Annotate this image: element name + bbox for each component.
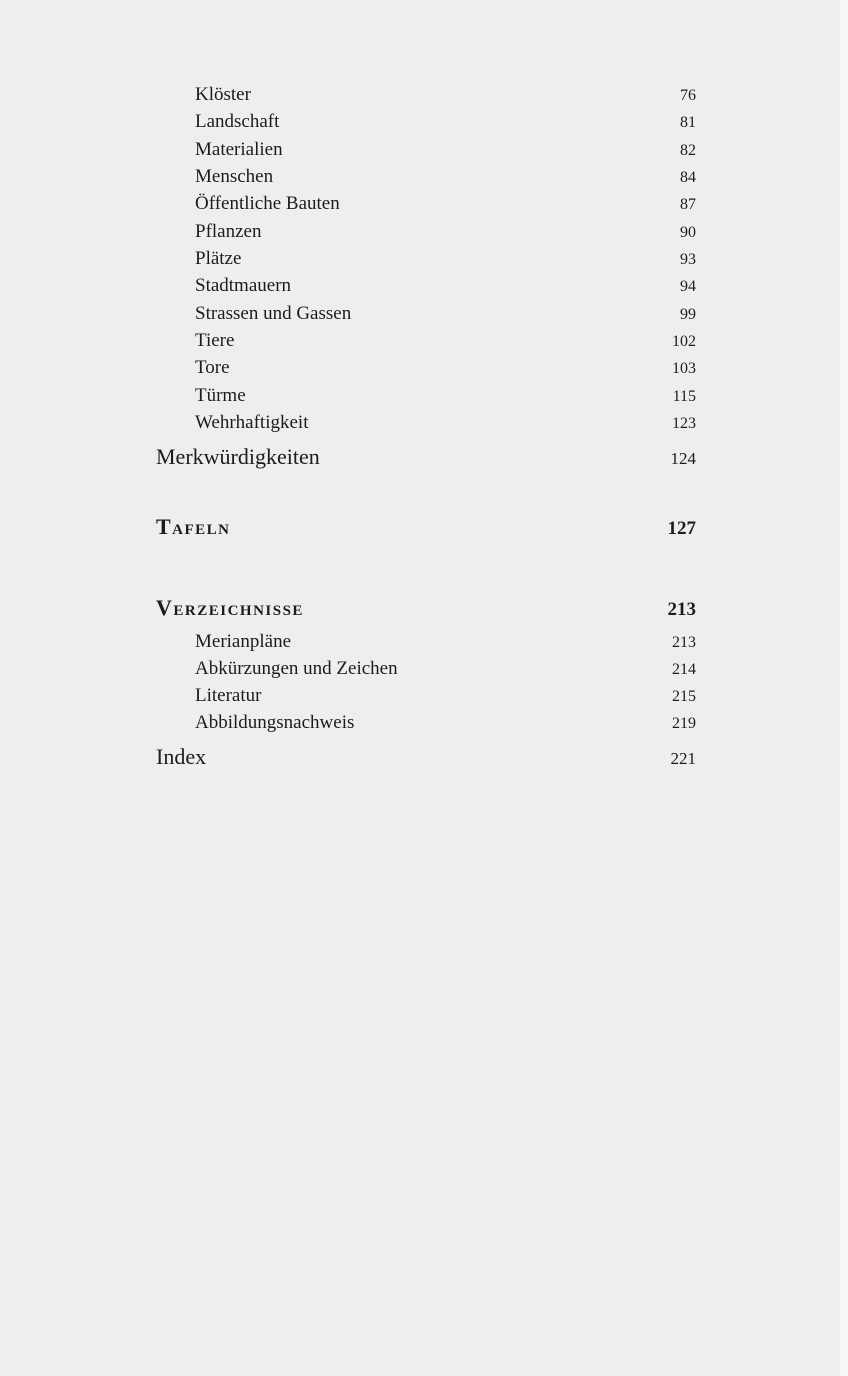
toc-entry-strassen-und-gassen xyxy=(156,303,696,325)
toc-entry-oeffentliche-bauten xyxy=(156,193,696,215)
toc-section-title: Tafeln xyxy=(156,514,231,539)
toc-entry-page: 94 xyxy=(680,278,696,295)
toc-entry-page: 93 xyxy=(680,251,696,268)
toc-entry-plaetze xyxy=(156,248,696,270)
toc-entry-merianplaene xyxy=(156,631,696,653)
toc-entry-page: 99 xyxy=(680,306,696,323)
toc-section-title: Verzeichnisse xyxy=(156,595,304,620)
toc-entry-title: Index xyxy=(156,744,207,769)
toc-entry-page: 102 xyxy=(672,333,696,350)
toc-entry-tore xyxy=(156,357,696,379)
toc-entry-title: Öffentliche Bauten xyxy=(195,193,340,214)
toc-entry-page: 124 xyxy=(670,449,696,468)
toc-entry-title: Wehrhaftigkeit xyxy=(195,412,309,433)
toc-entry-page: 81 xyxy=(680,114,696,131)
toc-entry-title: Literatur xyxy=(195,685,262,706)
toc-section-tafeln xyxy=(156,514,696,540)
toc-entry-page: 76 xyxy=(680,87,696,104)
toc-entry-title: Merianpläne xyxy=(195,631,292,652)
toc-entry-page: 82 xyxy=(680,142,696,159)
toc-entry-title: Tiere xyxy=(195,330,235,351)
toc-entry-page: 103 xyxy=(672,360,696,377)
toc-entry-title: Tore xyxy=(195,357,230,378)
toc-entry-title: Türme xyxy=(195,385,246,406)
toc-entry-abbildungsnachweis xyxy=(156,712,696,734)
toc-entry-title: Pflanzen xyxy=(195,221,262,242)
toc-entry-title: Strassen und Gassen xyxy=(195,303,352,324)
toc-entry-title: Abbildungsnachweis xyxy=(195,712,355,733)
toc-entry-page: 87 xyxy=(680,196,696,213)
toc-entry-title: Landschaft xyxy=(195,111,280,132)
toc-entry-page: 213 xyxy=(672,634,696,651)
toc-entry-title: Klöster xyxy=(195,84,251,105)
toc-section-page: 213 xyxy=(667,599,696,620)
toc-entry-merkwuerdigkeiten xyxy=(156,444,696,470)
toc-section-page: 127 xyxy=(667,518,696,539)
toc-entry-page: 123 xyxy=(672,415,696,432)
toc-entry-page: 214 xyxy=(672,661,696,678)
toc-entry-page: 84 xyxy=(680,169,696,186)
toc-entry-title: Stadtmauern xyxy=(195,275,292,296)
toc-entry-title: Menschen xyxy=(195,166,274,187)
toc-entry-title: Abkürzungen und Zeichen xyxy=(195,658,398,679)
toc-entry-abkuerzungen-und-zeichen xyxy=(156,658,696,680)
toc-entry-tuerme xyxy=(156,385,696,407)
toc-entry-page: 115 xyxy=(672,388,696,405)
toc-entry-literatur xyxy=(156,685,696,707)
toc-entry-landschaft xyxy=(156,111,696,133)
toc-entry-materialien xyxy=(156,139,696,161)
toc-entry-title: Merkwürdigkeiten xyxy=(156,444,320,469)
toc-entry-pflanzen xyxy=(156,221,696,243)
toc-entry-kloester xyxy=(156,84,696,106)
toc-section-verzeichnisse xyxy=(156,595,696,621)
toc-entry-page: 215 xyxy=(672,688,696,705)
toc-entry-page: 221 xyxy=(670,749,696,768)
toc-entry-stadtmauern xyxy=(156,275,696,297)
toc-entry-title: Materialien xyxy=(195,139,283,160)
toc-entry-menschen xyxy=(156,166,696,188)
toc-entry-page: 219 xyxy=(672,715,696,732)
toc-entry-title: Plätze xyxy=(195,248,242,269)
toc-entry-wehrhaftigkeit xyxy=(156,412,696,434)
toc-entry-page: 90 xyxy=(680,224,696,241)
toc-entry-tiere xyxy=(156,330,696,352)
toc-entry-index xyxy=(156,744,696,770)
page-edge xyxy=(840,0,848,1376)
